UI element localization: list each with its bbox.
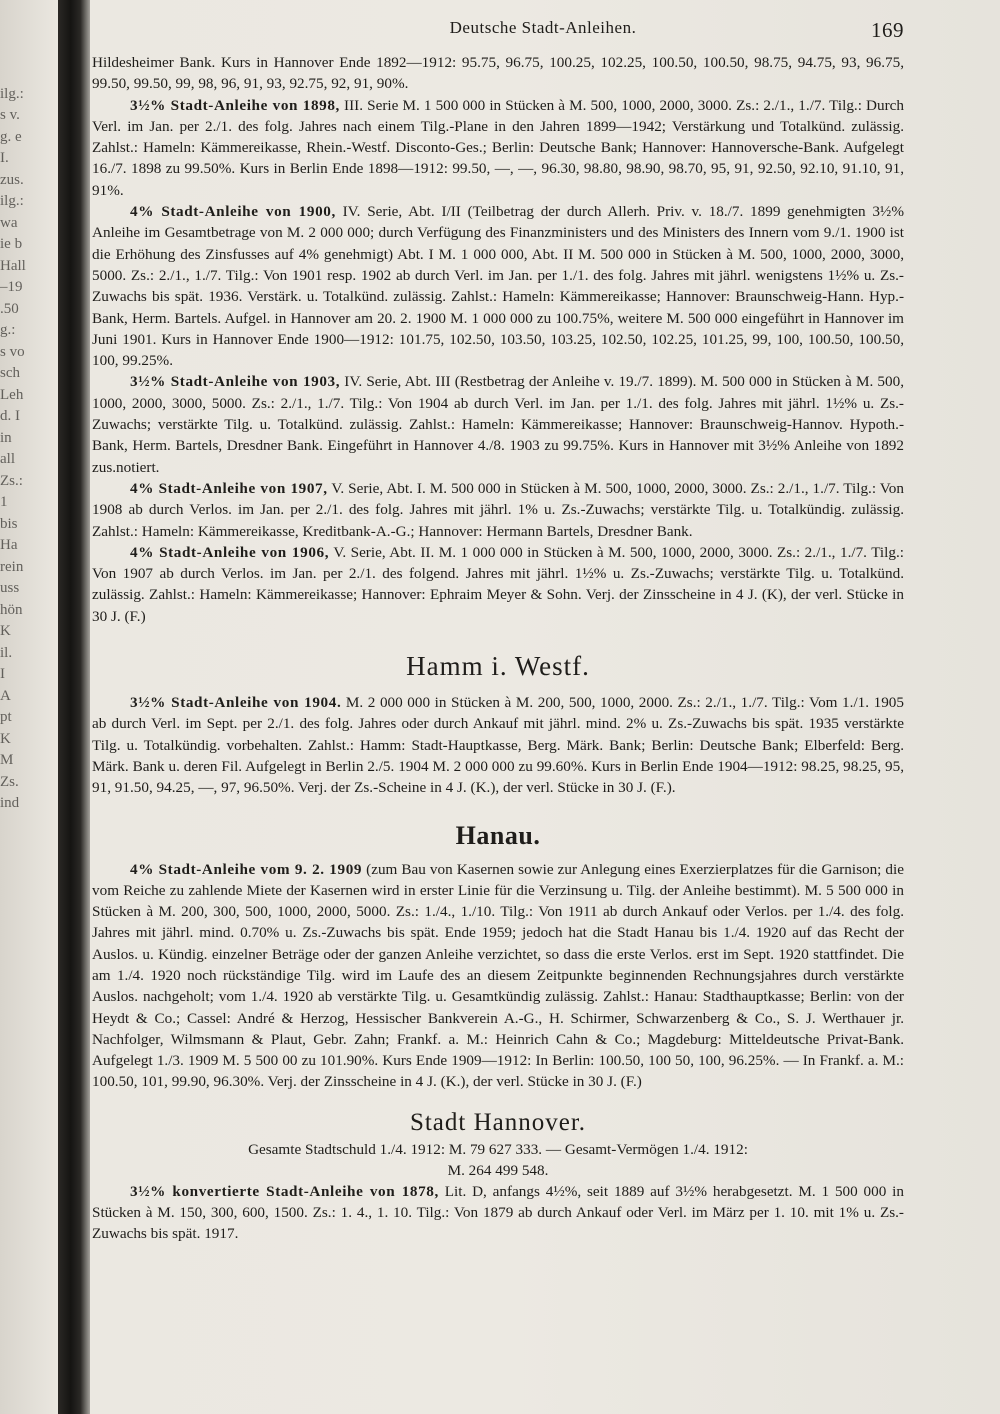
- hildesheim-loan-1900: [92, 201, 904, 371]
- gutter-fragment: wa: [0, 214, 18, 231]
- gutter-fragment: I.: [0, 150, 9, 166]
- facing-page-margin: [0, 0, 58, 1414]
- gutter-fragment: all: [0, 451, 15, 467]
- loan-title: 3½% Stadt-Anleihe von 1898,: [130, 96, 340, 114]
- hildesheim-loan-1898: [92, 95, 904, 201]
- loan-body: V. Serie, Abt. II. M. 1 000 000 in Stücken à M. 500, 1000, 2000, 3000. Zs.: 2./1., 1./7. Tilg.: Von 1907 ab durch Verlos. im Jan. per 2./1. des folgend. Jahres mit jährl. 1½% u. Zs.-Zuwachs; verstärkte Tilg. u. Totalkünd. zulässig. Zahlst.: Hameln: Kämmereikasse; Hannover: Ephraim Meyer & Sohn. Verj. der Zinsscheine in 4 J. (K), der verl. Stücke in 30 J. (F.): [92, 543, 904, 625]
- loan-title: 4% Stadt-Anleihe von 1906,: [130, 543, 330, 561]
- gutter-fragment: s vo: [0, 343, 25, 360]
- hildesheim-loan-1906: [92, 542, 904, 627]
- gutter-fragment: Zs.:: [0, 472, 23, 489]
- gutter-fragment: Hall: [0, 257, 26, 274]
- gutter-fragment: ie b: [0, 236, 23, 252]
- gutter-fragment: .50: [0, 300, 19, 317]
- hildesheim-loan-1903: [92, 371, 904, 477]
- loan-body: M. 2 000 000 in Stücken à M. 200, 500, 1000, 2000. Zs.: 2./1., 1./7. Tilg.: Vom 1./1. 1905 ab durch Verl. im Sept. per 2./1. des folg. Jahres oder durch Ankauf mit jährl. mind. 2% u. Zs.-Zuwachs bis spät. 1935 verstärkte Tilg. u. Totalkündig. vorbehalten. Zahlst.: Hamm: Stadt-Hauptkasse, Berg. Märk. Bank; Berlin: Deutsche Bank; Elberfeld: Berg. Märk. Bank u. deren Fil. Aufgelegt in Berlin 2./5. 1904 M. 2 000 000 zu 99.60%. Kurs in Berlin Ende 1904—1912: 98.25, 98.25, 95, 91, 91.50, 94.25, —, 97, 96.50%. Verj. der Zs.-Scheine in 4 J. (K.), der verl. Stücke in 30 J. (F.).: [92, 694, 904, 797]
- loan-body: (zum Bau von Kasernen sowie zur Anlegung eines Exerzierplatzes für die Garnison; die vom Reiche zu zahlende Miete der Kasernen wird in erster Linie für die Verzinsung u. Tilg. der Anleihe bestimmt). M. 5 500 000 in Stücken à M. 200, 300, 500, 1000, 2000, 5000. Zs.: 1./4., 1./10. Tilg.: Von 1911 ab durch Ankauf oder Verlos. per 1./4. des folg. Jahres mit jährl. mind. 0.70% u. Zs.-Zuwachs bis spät. Ende 1959; jedoch hat die Stadt Hanau bis 1./4. 1920 auf das Recht der Auslos. u. Kündig. einzelner Beträge oder der ganzen Anleihe verzichtet, so dass die erste Verlos. erst im Sept. 1920 stattfindet. Die am 1./4. 1920 noch rückständige Tilg. wird im Laufe des an diesem Zeitpunkte beginnenden Rechnungsjahres durch verstärkte Auslos. nachgeholt; vom 1./4. 1920 ab verstärkte Tilg. u. Gesamtkündig zulässig. Zahlst.: Hanau: Stadthauptkasse; Berlin: von der Heydt & Co.; Cassel: André & Herzog, Hessischer Bankverein A.-G., H. Schirmer, Schwarzenberg & Co., S. J. Werthauer jr. Nachfolger, Wilmsmann & Plaut, Gebr. Zahn; Frankf. a. M.: Heinrich Cahn & Co.; Magdeburg: Mitteldeutsche Privat-Bank. Aufgelegt 1./3. 1909 M. 5 500 00 zu 101.90%. Kurs Ende 1909—1912: In Berlin: 100.50, 100 50, 100, 96.25%. — In Frankf. a. M.: 100.50, 101, 99.90, 96.30%. Verj. der Zinsscheine in 4 J. (K.), der verl. Stücke in 30 J. (F.): [92, 860, 904, 1091]
- gutter-fragment: rein: [0, 558, 24, 575]
- gutter-fragment: bis: [0, 515, 18, 532]
- hannover-assets-summary: M. 264 499 548.: [447, 1161, 549, 1179]
- loan-title: 4% Stadt-Anleihe von 1907,: [130, 479, 328, 497]
- gutter-fragment: –19: [0, 279, 23, 295]
- gutter-fragment: Ha: [0, 537, 18, 553]
- loan-title: 3½% konvertierte Stadt-Anleihe von 1878,: [130, 1182, 439, 1200]
- city-heading-hannover: Stadt Hannover.: [409, 1108, 587, 1136]
- loan-body: IV. Serie, Abt. I/II (Teilbetrag der durch Allerh. Priv. v. 18./7. 1899 genehmigten 3½% Anleihe im Gesamtbetrage von M. 2 000 000; durch Verfügung des Finanzministers und des Ministers des Innern vom 9./1. 1900 ist die Erhöhung des Zinsfusses auf 4% genehmigt) Abt. I M. 1 000 000, Abt. II M. 500 000 in Stücken à M. 500, 1000, 2000, 3000, 5000. Zs.: 2./1., 1./7. Tilg.: Von 1901 resp. 1902 ab durch Verl. im Jan. per 1./1. des folg. Jahres mit jährl. wenigstens 1½% u. Zs.-Zuwachs bis spät. 1936. Verstärk. u. Totalkünd. zulässig. Zahlst.: Hameln: Kämmereikasse; Hannover: Braunschweig-Hann. Hyp.-Bank, Herm. Bartels. Aufgel. in Hannover am 20. 2. 1900 M. 1 000 000 zu 100.75%, weitere M. 500 000 eingeführt in Hannover im Juni 1901. Kurs in Hannover Ende 1900—1912: 101.75, 102.50, 103.50, 103.25, 102.50, 102.25, 101.25, 99, 100, 100.50, 100.50, 100, 99.25%.: [92, 203, 904, 370]
- loan-body: V. Serie, Abt. I. M. 500 000 in Stücken à M. 500, 1000, 2000, 3000. Zs.: 2./1., 1./7. Tilg.: Von 1908 ab durch Verlos. im Jan. per 2./1. des folg. Jahres mit jährl. 1% u. Zs.-Zuwachs; verstärkte Tilg. u. Totalkündig. zulässig. Zahlst.: Hameln: Kämmereikasse, Kreditbank-A.-G.; Hannover: Hermann Bartels, Dresdner Bank.: [92, 479, 904, 540]
- gutter-fragment: ilg.:: [0, 193, 24, 209]
- hannover-loan-1878: [92, 1181, 904, 1245]
- hannover-debt-summary: Gesamte Stadtschuld 1./4. 1912: M. 79 627 333. — Gesamt-Vermögen 1./4. 1912:: [248, 1140, 748, 1158]
- page-content: [92, 18, 904, 1245]
- gutter-fragment: il.: [0, 644, 13, 661]
- city-heading-hamm: Hamm i. Westf.: [406, 651, 590, 682]
- gutter-fragment: uss: [0, 580, 20, 596]
- gutter-fragment: Leh: [0, 386, 24, 403]
- loan-body: IV. Serie, Abt. III (Restbetrag der Anleihe v. 19./7. 1899). M. 500 000 in Stücken à M. 500, 1000, 2000, 3000, 5000. Zs.: 2./1., 1./7. Tilg.: Von 1904 ab durch Verl. im Jan. per 1./1. des folg. Jahres mit jährl. 1½% u. Zs.-Zuwachs; verstärkte Tilg. u. Totalkünd. zulässig. Zahlst.: Hameln: Kämmereikasse; Hannover: Braunschweig-Hannov. Hypoth.-Bank, Herm. Bartels, Dresdner Bank. Eingeführt in Hannover 4./8. 1903 zu 99.75%. Kurs in Hannover mit 3½% Anleihe von 1892 zus.notiert.: [92, 373, 904, 476]
- gutter-fragment: 1: [0, 494, 8, 510]
- gutter-fragment: I: [0, 666, 5, 682]
- hanau-loan-1909: [92, 859, 904, 1093]
- gutter-fragment: sch: [0, 365, 20, 381]
- gutter-fragment: K: [0, 730, 11, 747]
- gutter-fragment: d. I: [0, 408, 20, 424]
- gutter-fragment: hön: [0, 601, 23, 618]
- hamm-loan-1904: [92, 692, 904, 798]
- gutter-fragment: pt: [0, 709, 12, 725]
- gutter-fragment: g. e: [0, 128, 22, 145]
- gutter-fragment: s v.: [0, 107, 20, 123]
- hildesheim-loan-1907: [92, 478, 904, 542]
- loan-title: 3½% Stadt-Anleihe von 1903,: [130, 373, 341, 391]
- gutter-fragment: ilg.:: [0, 85, 24, 102]
- city-heading-hanau: Hanau.: [455, 820, 541, 850]
- hildesheim-paragraph-1: Hildesheimer Bank. Kurs in Hannover Ende 1892—1912: 95.75, 96.75, 100.25, 102.25, 100.50, 100.50, 98.75, 94.75, 93, 96.75, 99.50, 99.50, 99, 98, 96, 91, 93, 92.75, 92, 91, 90%.: [92, 54, 904, 93]
- loan-body: III. Serie M. 1 500 000 in Stücken à M. 500, 1000, 2000, 3000. Zs.: 2./1., 1./7. Tilg.: Durch Verl. im Jan. per 2./1. des folg. Jahres nach einem Tilg.-Plane in den Jahren 1899—1942; Verstärkung und Totalkünd. zulässig. Zahlst.: Hameln: Kämmereikasse, Rhein.-Westf. Disconto-Ges.; Berlin: Deutsche Bank; Hannover: Hannoversche-Bank. Aufgelegt 16./7. 1898 zu 99.50%. Kurs in Berlin Ende 1898—1912: 99.50, —, —, 96.30, 98.80, 98.90, 98.70, 95, 91, 92.50, 92.10, 91.10, 91, 91%.: [92, 96, 904, 199]
- book-binding-shadow: [58, 0, 90, 1414]
- gutter-fragment: M: [0, 752, 14, 768]
- gutter-fragment: Zs.: [0, 773, 19, 790]
- loan-body: Lit. D, anfangs 4½%, seit 1889 auf 3½% herabgesetzt. M. 1 500 000 in Stücken à M. 150, 300, 600, 1500. Zs.: 1. 4., 1. 10. Tilg.: Von 1879 ab durch Ankauf oder Verl. im März per 1. 10. mit 1% u. Zs.-Zuwachs bis spät. 1917.: [92, 1182, 904, 1243]
- gutter-fragment: ind: [0, 795, 20, 811]
- loan-title: 4% Stadt-Anleihe vom 9. 2. 1909: [130, 860, 363, 878]
- gutter-fragment: zus.: [0, 171, 24, 188]
- page-number: 169: [871, 18, 904, 42]
- gutter-fragment: K: [0, 623, 11, 639]
- gutter-fragment: g.:: [0, 322, 16, 338]
- running-header: [92, 18, 904, 52]
- loan-title: 4% Stadt-Anleihe von 1900,: [130, 203, 336, 221]
- gutter-fragment: in: [0, 429, 12, 446]
- running-title: Deutsche Stadt-Anleihen.: [449, 18, 637, 37]
- loan-title: 3½% Stadt-Anleihe von 1904.: [130, 694, 342, 712]
- gutter-fragment: A: [0, 687, 11, 704]
